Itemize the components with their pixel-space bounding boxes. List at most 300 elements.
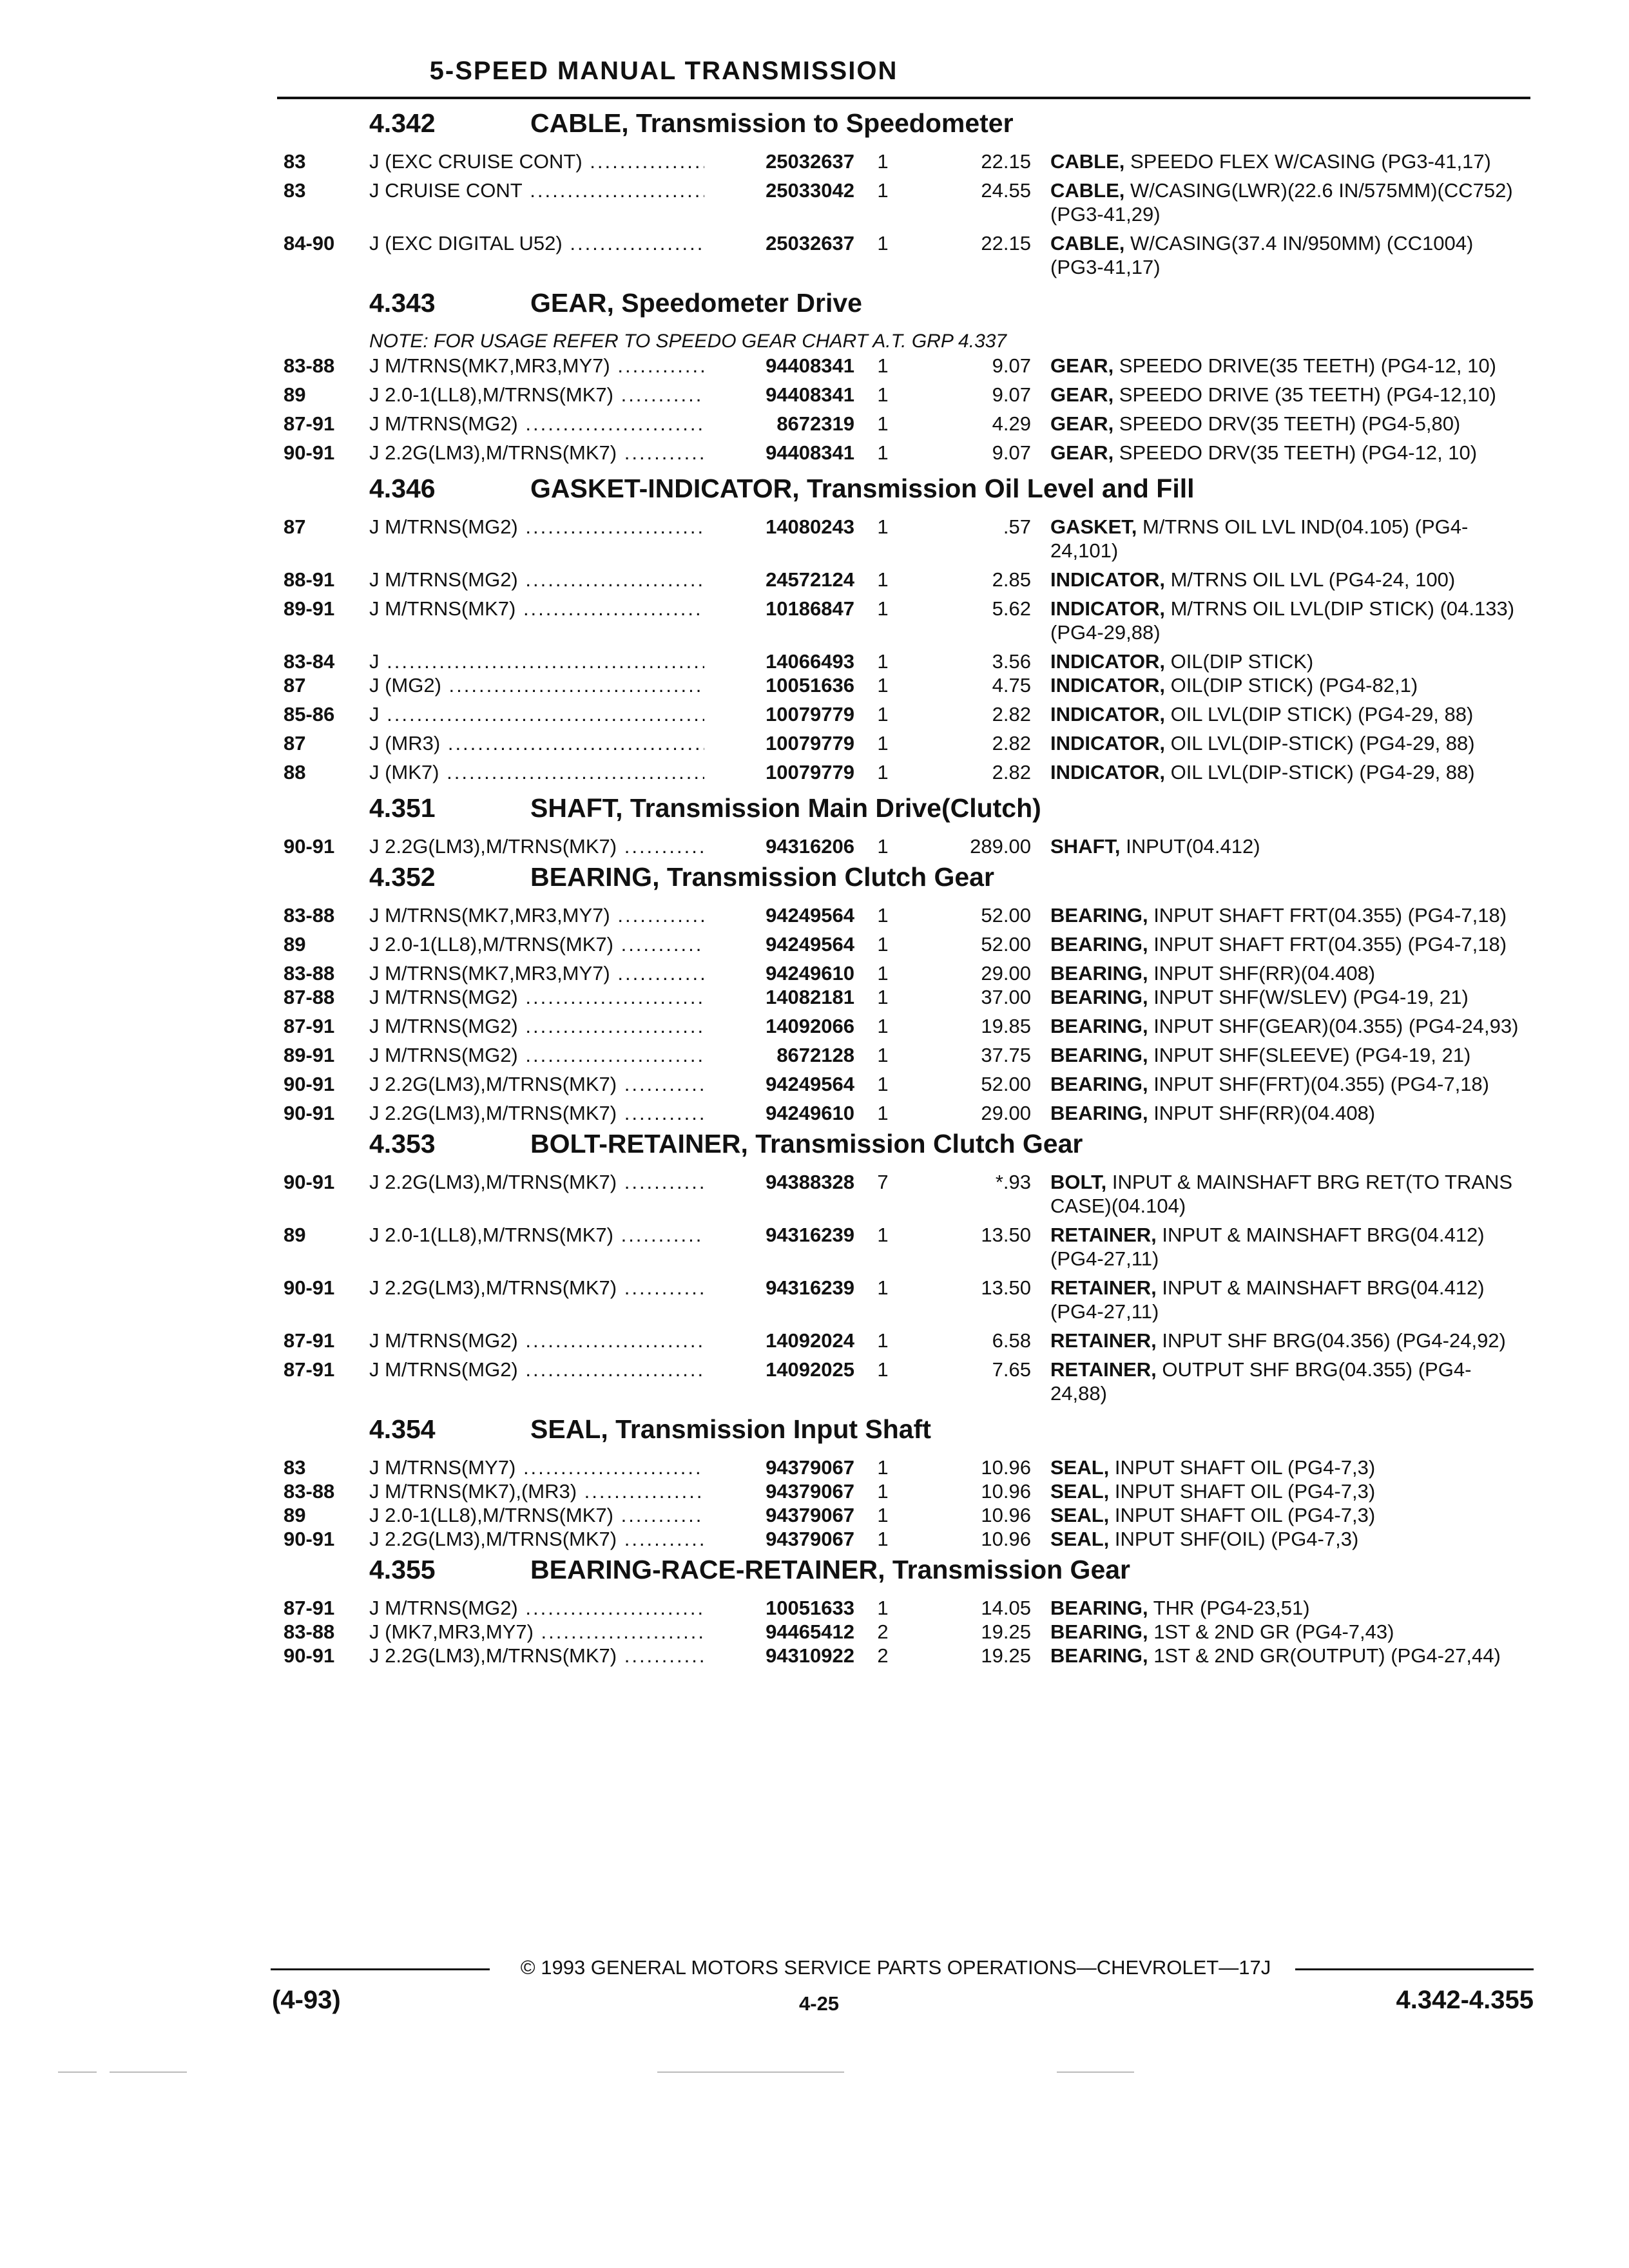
part-description [1050, 1014, 1521, 1038]
list-price: 2.85 [992, 568, 1031, 591]
description-noun: CABLE, [1050, 232, 1125, 255]
list-price: 52.00 [981, 933, 1031, 956]
row-spacer [284, 1038, 1527, 1043]
section-heading [284, 1129, 1527, 1170]
section-number: 4.355 [369, 1555, 436, 1584]
section-name: SHAFT, Transmission Main Drive(Clutch) [530, 793, 1041, 823]
usage-code: J (MK7,MR3,MY7) ..... [369, 1620, 704, 1644]
part-number: 25032637 [709, 149, 854, 173]
description-detail: INPUT & MAINSHAFT BRG(04.412) (PG4-27,11) [1050, 1276, 1485, 1323]
quantity: 1 [877, 1276, 889, 1299]
part-row [284, 1620, 1527, 1644]
usage-code: J 2.2G(LM3),M/TRNS(MK7) ..... [369, 1527, 704, 1551]
usage-code: J M/TRNS(MG2) ..... [369, 412, 704, 436]
usage-code: J M/TRNS(MG2) ..... [369, 1596, 704, 1620]
list-price: 5.62 [992, 597, 1031, 620]
usage-code: J 2.0-1(LL8),M/TRNS(MK7) ..... [369, 383, 704, 407]
catalog-section [284, 793, 1527, 858]
part-row [284, 568, 1527, 591]
usage-code: J M/TRNS(MK7) ..... [369, 597, 704, 620]
quantity: 1 [877, 412, 889, 435]
description-detail: SPEEDO DRV(35 TEETH) (PG4-5,80) [1113, 412, 1461, 435]
part-description [1050, 932, 1521, 956]
part-description [1050, 1644, 1521, 1667]
model-years: 83-88 [284, 1620, 335, 1643]
description-detail: INPUT SHAFT OIL (PG4-7,3) [1109, 1480, 1376, 1503]
row-spacer [284, 1009, 1527, 1014]
model-years: 90-91 [284, 1073, 335, 1095]
part-description [1050, 1223, 1521, 1271]
description-detail: INPUT SHAFT OIL (PG4-7,3) [1109, 1504, 1376, 1526]
row-spacer [284, 1405, 1527, 1410]
usage-code: J M/TRNS(MG2) ..... [369, 1329, 704, 1352]
part-row [284, 412, 1527, 436]
list-price: 19.25 [981, 1620, 1031, 1643]
part-number: 94379067 [709, 1503, 854, 1527]
usage-code: J M/TRNS(MK7),(MR3) ..... [369, 1479, 704, 1503]
model-years: 84-90 [284, 232, 335, 255]
part-number: 14092066 [709, 1014, 854, 1038]
usage-code: J M/TRNS(MG2) ..... [369, 1014, 704, 1038]
description-detail: OIL LVL(DIP-STICK) (PG4-29, 88) [1164, 732, 1475, 754]
description-noun: BOLT, [1050, 1171, 1107, 1193]
section-heading [284, 288, 1527, 329]
row-spacer [284, 465, 1527, 470]
quantity: 1 [877, 1329, 889, 1352]
part-number: 10079779 [709, 760, 854, 784]
section-number: 4.354 [369, 1414, 436, 1444]
description-noun: INDICATOR, [1050, 674, 1165, 697]
row-spacer [284, 407, 1527, 412]
usage-code: J M/TRNS(MG2) ..... [369, 568, 704, 591]
list-price: 52.00 [981, 904, 1031, 927]
description-noun: GEAR, [1050, 412, 1114, 435]
quantity: 1 [877, 732, 889, 754]
description-detail: SPEEDO DRV(35 TEETH) (PG4-12, 10) [1113, 441, 1478, 464]
scan-speck [657, 2071, 844, 2073]
list-price: 19.25 [981, 1644, 1031, 1667]
usage-code: J M/TRNS(MK7,MR3,MY7) ..... [369, 961, 704, 985]
quantity: 1 [877, 597, 889, 620]
quantity: 1 [877, 962, 889, 985]
quantity: 1 [877, 383, 889, 406]
usage-note: NOTE: FOR USAGE REFER TO SPEEDO GEAR CHART A.T. GRP 4.337 [369, 331, 1007, 352]
row-spacer [284, 1096, 1527, 1101]
description-detail: INPUT SHF(OIL) (PG4-7,3) [1109, 1528, 1359, 1550]
part-number: 24572124 [709, 568, 854, 591]
description-noun: SHAFT, [1050, 835, 1121, 858]
row-spacer [284, 784, 1527, 789]
part-description [1050, 597, 1521, 644]
usage-code: J M/TRNS(MK7,MR3,MY7) ..... [369, 354, 704, 378]
copyright-text: © 1993 GENERAL MOTORS SERVICE PARTS OPERATIONS—CHEVROLET—17J [520, 1956, 1271, 1979]
usage-code: J M/TRNS(MG2) ..... [369, 1358, 704, 1381]
part-number: 10051636 [709, 673, 854, 697]
part-number: 25032637 [709, 231, 854, 255]
part-description [1050, 1456, 1521, 1479]
quantity: 1 [877, 354, 889, 377]
part-number: 94249564 [709, 903, 854, 927]
part-description [1050, 903, 1521, 927]
part-row [284, 1596, 1527, 1620]
description-noun: INDICATOR, [1050, 597, 1165, 620]
row-spacer [284, 1271, 1527, 1276]
part-description [1050, 1479, 1521, 1503]
part-row [284, 515, 1527, 562]
part-description [1050, 383, 1521, 407]
section-number: 4.353 [369, 1129, 436, 1158]
usage-code: J 2.0-1(LL8),M/TRNS(MK7) ..... [369, 932, 704, 956]
part-number: 94408341 [709, 354, 854, 378]
part-row [284, 760, 1527, 784]
list-price: 2.82 [992, 761, 1031, 783]
part-description [1050, 1072, 1521, 1096]
part-row [284, 961, 1527, 985]
description-detail: INPUT & MAINSHAFT BRG RET(TO TRANS CASE)(04.104) [1050, 1171, 1513, 1217]
part-number: 94379067 [709, 1456, 854, 1479]
section-heading [284, 793, 1527, 834]
quantity: 1 [877, 179, 889, 202]
row-spacer [284, 755, 1527, 760]
part-number: 94249610 [709, 1101, 854, 1125]
row-spacer [284, 927, 1527, 932]
catalog-section [284, 862, 1527, 1125]
description-detail: OIL LVL(DIP-STICK) (PG4-29, 88) [1164, 761, 1475, 783]
part-row [284, 354, 1527, 378]
model-years: 89 [284, 1504, 306, 1526]
description-noun: CABLE, [1050, 179, 1125, 202]
description-noun: BEARING, [1050, 1073, 1148, 1095]
list-price: 289.00 [970, 835, 1031, 858]
usage-code: J 2.2G(LM3),M/TRNS(MK7) ..... [369, 1170, 704, 1194]
part-description [1050, 834, 1521, 858]
description-noun: SEAL, [1050, 1456, 1110, 1479]
description-detail: INPUT SHF(RR)(04.408) [1148, 1102, 1376, 1124]
quantity: 1 [877, 1480, 889, 1503]
list-price: 4.29 [992, 412, 1031, 435]
part-description [1050, 1358, 1521, 1405]
part-row [284, 731, 1527, 755]
quantity: 1 [877, 515, 889, 538]
description-noun: GEAR, [1050, 354, 1114, 377]
part-number: 94310922 [709, 1644, 854, 1667]
section-number: 4.343 [369, 288, 436, 318]
part-number: 94388328 [709, 1170, 854, 1194]
section-name: GEAR, Speedometer Drive [530, 288, 862, 318]
part-description [1050, 1170, 1521, 1218]
part-description [1050, 568, 1521, 591]
model-years: 83-88 [284, 1480, 335, 1503]
list-price: 4.75 [992, 674, 1031, 697]
list-price: 2.82 [992, 703, 1031, 726]
part-row [284, 834, 1527, 858]
row-spacer [284, 1352, 1527, 1358]
part-description [1050, 985, 1521, 1009]
quantity: 1 [877, 1073, 889, 1095]
model-years: 90-91 [284, 835, 335, 858]
section-name: GASKET-INDICATOR, Transmission Oil Level and Fill [530, 474, 1195, 503]
usage-code: J CRUISE CONT ..... [369, 178, 704, 202]
part-row [284, 1043, 1527, 1067]
description-detail: INPUT SHF(W/SLEV) (PG4-19, 21) [1148, 986, 1469, 1008]
description-noun: INDICATOR, [1050, 732, 1165, 754]
description-detail: SPEEDO DRIVE(35 TEETH) (PG4-12, 10) [1113, 354, 1496, 377]
description-noun: BEARING, [1050, 986, 1148, 1008]
list-price: 13.50 [981, 1276, 1031, 1299]
section-name: BEARING, Transmission Clutch Gear [530, 862, 994, 892]
usage-code: J 2.2G(LM3),M/TRNS(MK7) ..... [369, 441, 704, 465]
description-noun: BEARING, [1050, 1044, 1148, 1066]
quantity: 1 [877, 1597, 889, 1619]
list-price: 29.00 [981, 962, 1031, 985]
quantity: 1 [877, 904, 889, 927]
usage-code: J (EXC CRUISE CONT) ..... [369, 149, 704, 173]
row-spacer [284, 726, 1527, 731]
part-row [284, 149, 1527, 173]
list-price: 10.96 [981, 1480, 1031, 1503]
part-number: 94249564 [709, 932, 854, 956]
description-detail: INPUT SHF(GEAR)(04.355) (PG4-24,93) [1148, 1015, 1519, 1037]
list-price: 2.82 [992, 732, 1031, 754]
part-description [1050, 673, 1521, 697]
part-description [1050, 1527, 1521, 1551]
part-number: 14066493 [709, 649, 854, 673]
model-years: 83-84 [284, 650, 335, 673]
scan-speck [110, 2071, 187, 2073]
description-noun: BEARING, [1050, 962, 1148, 985]
catalog-section [284, 1414, 1527, 1551]
list-price: 10.96 [981, 1504, 1031, 1526]
part-description [1050, 961, 1521, 985]
part-row [284, 649, 1527, 673]
row-spacer [284, 1323, 1527, 1329]
catalog-section [284, 108, 1527, 284]
description-noun: INDICATOR, [1050, 650, 1165, 673]
section-number: 4.342 [369, 108, 436, 138]
part-row [284, 383, 1527, 407]
list-price: 9.07 [992, 383, 1031, 406]
part-description [1050, 760, 1521, 784]
row-spacer [284, 697, 1527, 702]
part-row [284, 178, 1527, 226]
description-detail: 1ST & 2ND GR(OUTPUT) (PG4-27,44) [1148, 1644, 1501, 1667]
row-spacer [284, 562, 1527, 568]
section-name: BOLT-RETAINER, Transmission Clutch Gear [530, 1129, 1083, 1158]
model-years: 83-88 [284, 962, 335, 985]
section-name: SEAL, Transmission Input Shaft [530, 1414, 931, 1444]
part-number: 94249610 [709, 961, 854, 985]
page-title: 5-SPEED MANUAL TRANSMISSION [429, 57, 898, 85]
usage-code: J M/TRNS(MK7,MR3,MY7) ..... [369, 903, 704, 927]
model-years: 87-91 [284, 1358, 335, 1381]
part-row [284, 1503, 1527, 1527]
model-years: 87-91 [284, 1597, 335, 1619]
part-description [1050, 731, 1521, 755]
description-detail: INPUT SHAFT OIL (PG4-7,3) [1109, 1456, 1376, 1479]
description-noun: BEARING, [1050, 933, 1148, 956]
description-noun: GEAR, [1050, 383, 1114, 406]
part-row [284, 1170, 1527, 1218]
usage-code: J M/TRNS(MG2) ..... [369, 985, 704, 1009]
description-detail: THR (PG4-23,51) [1148, 1597, 1310, 1619]
scan-speck [58, 2071, 97, 2073]
part-description [1050, 649, 1521, 673]
description-detail: SPEEDO FLEX W/CASING (PG3-41,17) [1124, 150, 1491, 173]
description-noun: BEARING, [1050, 1015, 1148, 1037]
part-row [284, 932, 1527, 956]
part-number: 14080243 [709, 515, 854, 539]
part-row [284, 1072, 1527, 1096]
catalog-section [284, 474, 1527, 789]
part-description [1050, 412, 1521, 436]
description-noun: GASKET, [1050, 515, 1137, 538]
model-years: 87-91 [284, 1015, 335, 1037]
part-number: 94379067 [709, 1527, 854, 1551]
quantity: 1 [877, 1456, 889, 1479]
catalog-section [284, 288, 1527, 470]
model-years: 83 [284, 1456, 306, 1479]
description-detail: OUTPUT SHF BRG(04.355) (PG4-24,88) [1050, 1358, 1472, 1405]
quantity: 1 [877, 1504, 889, 1526]
part-description [1050, 1596, 1521, 1620]
usage-code: J (MR3) ..... [369, 731, 704, 755]
model-years: 90-91 [284, 441, 335, 464]
description-noun: INDICATOR, [1050, 761, 1165, 783]
part-description [1050, 178, 1521, 226]
part-row [284, 702, 1527, 726]
part-description [1050, 231, 1521, 279]
part-number: 94408341 [709, 383, 854, 407]
quantity: 1 [877, 1102, 889, 1124]
description-noun: BEARING, [1050, 1644, 1148, 1667]
description-detail: INPUT SHF BRG(04.356) (PG4-24,92) [1156, 1329, 1506, 1352]
section-number: 4.346 [369, 474, 436, 503]
row-spacer [284, 378, 1527, 383]
description-detail: M/TRNS OIL LVL (PG4-24, 100) [1164, 568, 1456, 591]
part-number: 14092025 [709, 1358, 854, 1381]
part-row [284, 1479, 1527, 1503]
header-rule [277, 97, 1530, 99]
row-spacer [284, 279, 1527, 284]
description-noun: SEAL, [1050, 1528, 1110, 1550]
usage-code: J (MK7) ..... [369, 760, 704, 784]
description-detail: 1ST & 2ND GR (PG4-7,43) [1148, 1620, 1394, 1643]
part-description [1050, 515, 1521, 562]
model-years: 83 [284, 150, 306, 173]
section-heading [284, 1555, 1527, 1596]
usage-code: J M/TRNS(MY7) ..... [369, 1456, 704, 1479]
section-heading [284, 1414, 1527, 1456]
usage-code: J 2.0-1(LL8),M/TRNS(MK7) ..... [369, 1503, 704, 1527]
row-spacer [284, 591, 1527, 597]
parts-catalog [284, 104, 1527, 1673]
description-noun: INDICATOR, [1050, 703, 1165, 726]
list-price: 52.00 [981, 1073, 1031, 1095]
part-number: 10186847 [709, 597, 854, 620]
usage-code: J M/TRNS(MG2) ..... [369, 515, 704, 539]
description-noun: BEARING, [1050, 1620, 1148, 1643]
model-years: 90-91 [284, 1276, 335, 1299]
description-detail: INPUT SHAFT FRT(04.355) (PG4-7,18) [1148, 933, 1507, 956]
description-detail: SPEEDO DRIVE (35 TEETH) (PG4-12,10) [1113, 383, 1496, 406]
list-price: .57 [1003, 515, 1031, 538]
part-description [1050, 1329, 1521, 1352]
part-number: 8672319 [709, 412, 854, 436]
part-row [284, 441, 1527, 465]
description-noun: BEARING, [1050, 1597, 1148, 1619]
description-noun: CABLE, [1050, 150, 1125, 173]
quantity: 1 [877, 674, 889, 697]
list-price: 37.00 [981, 986, 1031, 1008]
part-row [284, 1527, 1527, 1551]
description-noun: RETAINER, [1050, 1329, 1157, 1352]
part-number: 10051633 [709, 1596, 854, 1620]
page-number: 4-25 [799, 1992, 840, 2015]
model-years: 87 [284, 674, 306, 697]
description-detail: INPUT SHF(SLEEVE) (PG4-19, 21) [1148, 1044, 1471, 1066]
part-row [284, 1644, 1527, 1667]
list-price: 10.96 [981, 1528, 1031, 1550]
list-price: 9.07 [992, 354, 1031, 377]
footer-rule-left [271, 1968, 490, 1970]
row-spacer [284, 436, 1527, 441]
model-years: 83-88 [284, 354, 335, 377]
part-number: 25033042 [709, 178, 854, 202]
part-row [284, 231, 1527, 279]
model-years: 88-91 [284, 568, 335, 591]
section-name: CABLE, Transmission to Speedometer [530, 108, 1014, 138]
description-detail: OIL(DIP STICK) [1164, 650, 1314, 673]
description-detail: OIL(DIP STICK) (PG4-82,1) [1164, 674, 1418, 697]
description-noun: BEARING, [1050, 1102, 1148, 1124]
part-description [1050, 1620, 1521, 1644]
part-row [284, 1223, 1527, 1271]
list-price: 37.75 [981, 1044, 1031, 1066]
model-years: 89-91 [284, 1044, 335, 1066]
part-number: 8672128 [709, 1043, 854, 1067]
part-description [1050, 149, 1521, 173]
part-row [284, 903, 1527, 927]
model-years: 89 [284, 933, 306, 956]
part-number: 94316239 [709, 1276, 854, 1300]
part-description [1050, 702, 1521, 726]
part-number: 14092024 [709, 1329, 854, 1352]
description-noun: RETAINER, [1050, 1276, 1157, 1299]
part-row [284, 1358, 1527, 1405]
description-detail: M/TRNS OIL LVL(DIP STICK) (04.133) (PG4-29,88) [1050, 597, 1515, 644]
usage-code: J ..... [369, 649, 704, 673]
catalog-section [284, 1555, 1527, 1673]
scan-speck [1057, 2071, 1134, 2073]
quantity: 1 [877, 1358, 889, 1381]
description-noun: GEAR, [1050, 441, 1114, 464]
model-years: 90-91 [284, 1644, 335, 1667]
row-spacer [284, 173, 1527, 178]
list-price: 19.85 [981, 1015, 1031, 1037]
description-detail: INPUT & MAINSHAFT BRG(04.412) (PG4-27,11) [1050, 1224, 1485, 1270]
list-price: 14.05 [981, 1597, 1031, 1619]
model-years: 83-88 [284, 904, 335, 927]
part-description [1050, 1101, 1521, 1125]
quantity: 1 [877, 1015, 889, 1037]
part-row [284, 1101, 1527, 1125]
usage-code: J 2.0-1(LL8),M/TRNS(MK7) ..... [369, 1223, 704, 1247]
part-number: 94316206 [709, 834, 854, 858]
model-years: 87-91 [284, 1329, 335, 1352]
section-range: 4.342-4.355 [1396, 1986, 1534, 2014]
part-row [284, 673, 1527, 697]
list-price: 22.15 [981, 150, 1031, 173]
